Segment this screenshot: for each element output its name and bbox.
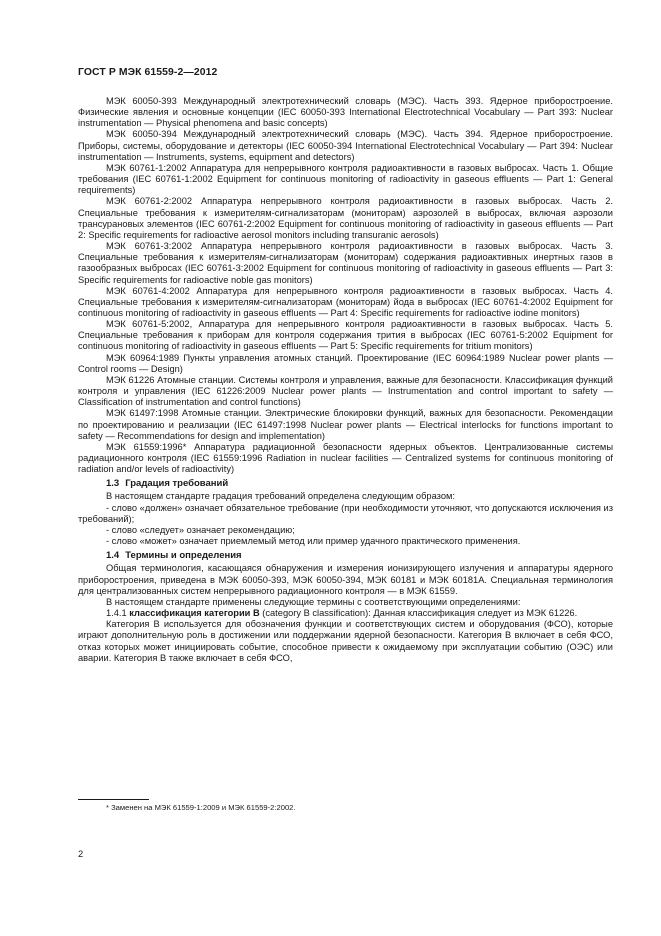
reference-entry: МЭК 61226 Атомные станции. Системы контроля и управления, важные для безопасности. Классификация функций контроля и управления (IEC 61226:2009 Nuclear power plants — Instrumentation and control important to safety — Classification of instrumentation and control functions) bbox=[78, 374, 613, 408]
list-item: - слово «может» означает приемлемый метод или пример удачного практического применения. bbox=[106, 536, 521, 547]
reference-entry: МЭК 60964:1989 Пункты управления атомных станций. Проектирование (IEC 60964:1989 Nuclear power plants — Control rooms — Design) bbox=[78, 352, 613, 374]
term-definition bbox=[78, 608, 613, 619]
reference-entry: МЭК 60761-5:2002, Аппаратура для непрерывного контроля радиоактивности в газовых выбросах. Часть 5. Специальные требования к приборам для контроля содержания трития в выбросах (IEC 60761-5:2002 Equipment for continuous monitoring of radioactivity in gaseous effluents — Part 5: Specific requirements for tritium monitors) bbox=[78, 319, 613, 352]
reference-entry: МЭК 60050-394 Международный электротехнический словарь (МЭС). Часть 394. Ядерное приборостроение. Приборы, системы, оборудование и детекторы (IEC 60050-394 International Electrotechnical Vocabulary — Part 394: Nuclear instrumentation — Instruments, systems, equipment and detectors) bbox=[78, 129, 613, 162]
footnote-divider bbox=[78, 799, 149, 800]
page-number: 2 bbox=[78, 849, 84, 859]
term-title: классификация категории В bbox=[129, 608, 260, 619]
section-title: Термины и определения bbox=[125, 550, 242, 562]
section-heading-1-3 bbox=[78, 478, 613, 489]
list-item: - слово «следует» означает рекомендацию; bbox=[106, 524, 295, 535]
paragraph: В настоящем стандарте применены следующие термины с соответствующими определениями: bbox=[106, 596, 521, 607]
paragraph: Общая терминология, касающаяся обнаружения и измерения ионизирующего излучения и аппаратуры ядерного приборостроения, приведена в МЭК 60050-393, МЭК 60050-394, МЭК 60181 и МЭК 60181А. Специальная терминология для централизованных систем непрерывного радиационного контроля — в МЭК 61559. bbox=[78, 563, 613, 596]
section-number: 1.4 bbox=[106, 550, 120, 562]
reference-entry: МЭК 60761-4:2002 Аппаратура для непрерывного контроля радиоактивности в газовых выбросах. Часть 4. Специальные требования к измерителям-сигнализаторам (мониторам) йода в выбросах (IEC 60761-4:2002 Equipment for continuous monitoring of radioactivity in gaseous effluents — Part 4: Specific requirements for radioactive iodine monitors) bbox=[78, 285, 613, 318]
section-heading-1-4 bbox=[78, 550, 613, 561]
term-definition-text: (category B classification): Данная классификация следует из МЭК 61226. bbox=[259, 608, 578, 619]
document-body bbox=[78, 96, 613, 664]
footnote: * Заменен на МЭК 61559-1:2009 и МЭК 61559-2:2002. bbox=[106, 803, 296, 812]
section-title: Градация требований bbox=[125, 478, 229, 490]
reference-entry: МЭК 60761-2:2002 Аппаратура непрерывного контроля радиоактивности в газовых выбросах. Часть 2. Специальные требования к измерителям-сигнализаторам (мониторам) аэрозолей в выбросах, включая аэрозоли трансурановых элементов (IEC 60761-2:2002 Equipment for continuous monitoring of radioactivity in gaseous effluents — Part 2: Specific requirements for radioactive aerosol monitors including transuranic aerosols) bbox=[78, 196, 613, 240]
paragraph: Категория В используется для обозначения функции и соответствующих систем и оборудования (ФСО), которые играют дополнительную роль в достижении или поддержании ядерной безопасности. Категория В включает в себя ФСО, отказ которых может инициировать событие, способное привести к ожидаемому при эксплуатации событию (ОЭС) или аварии. Категория В также включает в себя ФСО, bbox=[78, 619, 613, 663]
term-number: 1.4.1 bbox=[106, 608, 127, 619]
section-intro: В настоящем стандарте градация требований определена следующим образом: bbox=[106, 491, 455, 502]
reference-entry: МЭК 60761-3:2002 Аппаратура непрерывного контроля радиоактивности в газовых выбросах. Часть 3. Специальные требования к измерителям-сигнализаторам (мониторам) содержания радиоактивных инертных газов в газообразных выбросах (IEC 60761-3:2002 Equipment for continuous monitoring of radioactivity in gaseous effluents — Part 3: Specific requirements for radioactive noble gas monitors) bbox=[78, 241, 613, 285]
normative-references-list bbox=[78, 96, 613, 475]
list-item: - слово «должен» означает обязательное требование (при необходимости уточняют, что допускаются исключения из требований); bbox=[78, 502, 613, 524]
reference-entry: МЭК 61559:1996* Аппаратура радиационной безопасности ядерных объектов. Централизованные системы радиационного контроля (IEC 61559:1996 Radiation in nuclear facilities — Centralized systems for continuous monitoring of radiation and/or levels of radioactivity) bbox=[78, 441, 613, 475]
reference-entry: МЭК 60761-1:2002 Аппаратура для непрерывного контроля радиоактивности в газовых выбросах. Часть 1. Общие требования (IEC 60761-1:2002 Equipment for continuous monitoring of radioactivity in gaseous effluents — Part 1: General requirements) bbox=[78, 162, 613, 196]
section-number: 1.3 bbox=[106, 478, 120, 490]
reference-entry: МЭК 60050-393 Международный электротехнический словарь (МЭС). Часть 393. Ядерное приборостроение. Физические явления и основные концепции (IEC 60050-393 International Electrotechnical Vocabulary — Part 393: Nuclear instrumentation — Physical phenomena and basic concepts) bbox=[78, 96, 613, 129]
reference-entry: МЭК 61497:1998 Атомные станции. Электрические блокировки функций, важных для безопасности. Рекомендации по проектированию и реализации (IEC 61497:1998 Nuclear power plants — Electrical interlocks for functions important to safety — Recommendations for design and implementation) bbox=[78, 408, 613, 441]
document-header: ГОСТ Р МЭК 61559-2—2012 bbox=[78, 67, 218, 78]
